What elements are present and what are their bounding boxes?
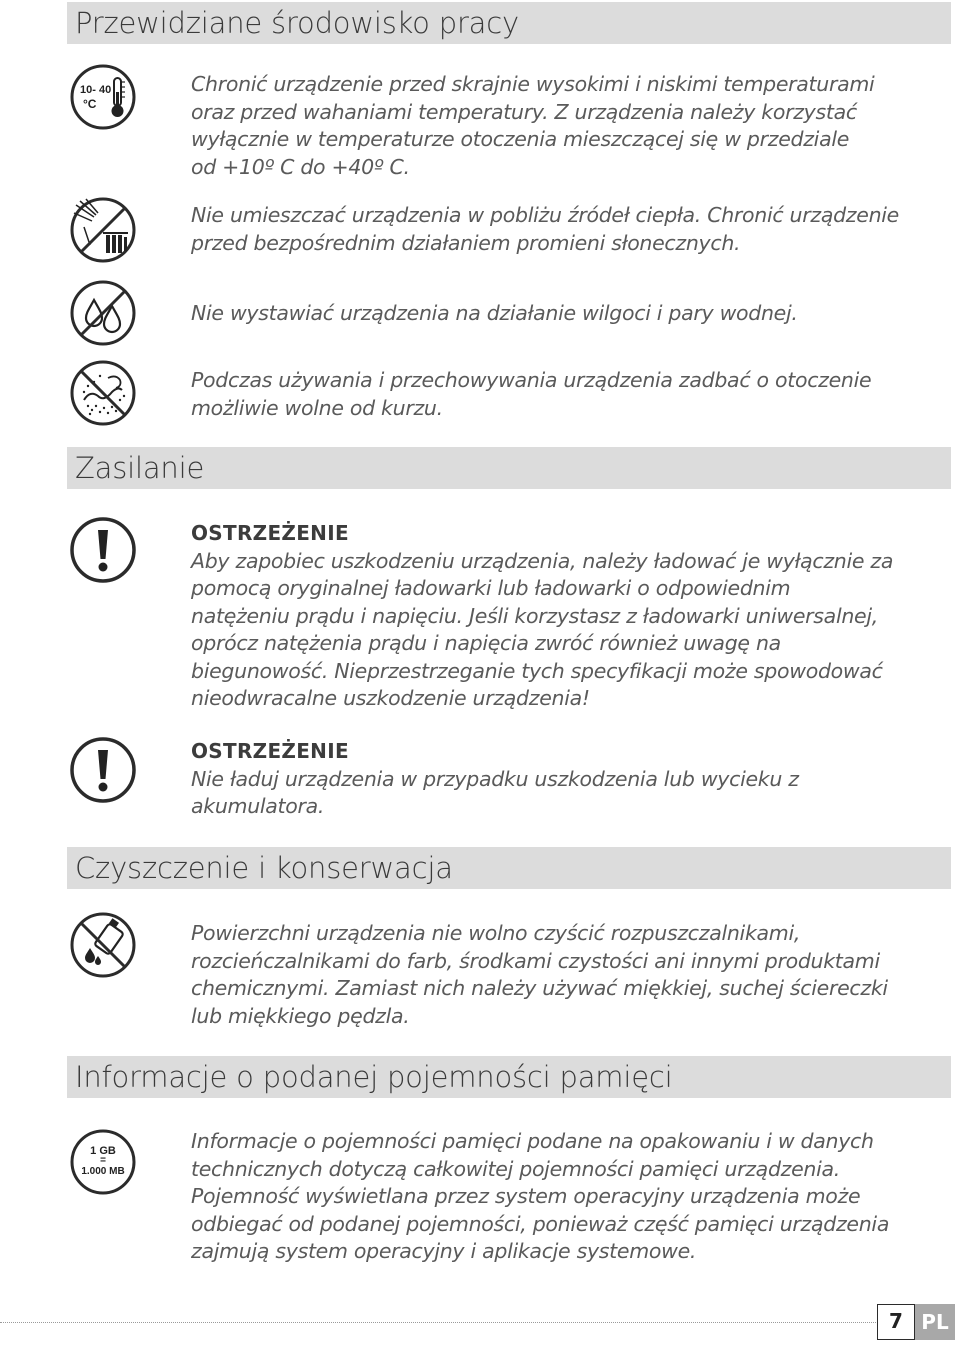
warning-heading: OSTRZEŻENIE bbox=[191, 521, 349, 545]
page-number: 7 bbox=[877, 1304, 915, 1340]
environment-heat-text: Nie umieszczać urządzenia w pobliżu źródeł ciepła. Chronić urządzenie przed bezpośrednim działaniem promieni słonecznych. bbox=[191, 203, 899, 255]
warning-icon bbox=[70, 737, 136, 803]
environment-dust-text: Podczas używania i przechowywania urządzenia zadbać o otoczenie możliwie wolne od kurzu. bbox=[191, 368, 872, 420]
no-moisture-icon bbox=[70, 280, 136, 346]
memory-gb-text: 1 GB bbox=[90, 1145, 116, 1157]
environment-temperature-text: Chronić urządzenie przed skrajnie wysokimi i niskimi temperaturami oraz przed wahaniami temperatury. Z urządzenia należy korzystać wyłącznie w temperaturze otoczenia mieszczącej się w przedziale od +10º C do +40º C. bbox=[191, 72, 875, 179]
section-title-cleaning: Czyszczenie i konserwacja bbox=[67, 847, 951, 889]
footer-divider bbox=[0, 1322, 876, 1323]
power-battery-warning: OSTRZEŻENIE Nie ładuj urządzenia w przypadku uszkodzenia lub wycieku z akumulatora. bbox=[191, 738, 931, 821]
section-title-power: Zasilanie bbox=[67, 447, 951, 489]
power-charger-warning: OSTRZEŻENIE Aby zapobiec uszkodzeniu urządzenia, należy ładować je wyłącznie za pomocą oryginalnej ładowarki lub ładowarki o odpowiednim natężeniu prądu i napięciu. Jeśli korzystasz z ładowarki uniwersalnej, oprócz natężenia prądu i napięcia zwróć również uwagę na biegunowość. Nieprzestrzeganie tych specyfikacji może spowodować nieodwracalne uszkodzenie urządzenia! bbox=[191, 520, 931, 713]
temperature-icon bbox=[70, 64, 136, 130]
memory-capacity-icon bbox=[70, 1129, 136, 1195]
no-dust-icon bbox=[70, 360, 136, 426]
environment-moisture-text: Nie wystawiać urządzenia na działanie wilgoci i pary wodnej. bbox=[191, 301, 798, 325]
temperature-unit-text: °C bbox=[83, 97, 97, 111]
warning-heading: OSTRZEŻENIE bbox=[191, 739, 349, 763]
warning-icon bbox=[70, 517, 136, 583]
cleaning-text: Powierzchni urządzenia nie wolno czyścić rozpuszczalnikami, rozcieńczalnikami do farb, środkami czystości ani innymi produktami chemicznymi. Zamiast nich należy używać miękkiej, suchej ściereczki lub miękkiego pędzla. bbox=[191, 921, 888, 1028]
no-chemicals-icon bbox=[70, 912, 136, 978]
language-badge: PL bbox=[915, 1304, 955, 1340]
temperature-range-text: 10- 40 bbox=[80, 84, 112, 96]
memory-mb-text: 1.000 MB bbox=[81, 1166, 125, 1177]
section-title-environment: Przewidziane środowisko pracy bbox=[67, 2, 951, 44]
no-heat-sun-icon bbox=[70, 197, 136, 263]
section-title-memory: Informacje o podanej pojemności pamięci bbox=[67, 1056, 951, 1098]
memory-text: Informacje o pojemności pamięci podane na opakowaniu i w danych technicznych dotyczą całkowitej pojemności pamięci urządzenia. Pojemność wyświetlana przez system operacyjny urządzenia może odbiegać od podanej pojemności, ponieważ część pamięci urządzenia zajmują system operacyjny i aplikacje systemowe. bbox=[191, 1129, 890, 1263]
memory-equals-text: = bbox=[100, 1155, 106, 1166]
